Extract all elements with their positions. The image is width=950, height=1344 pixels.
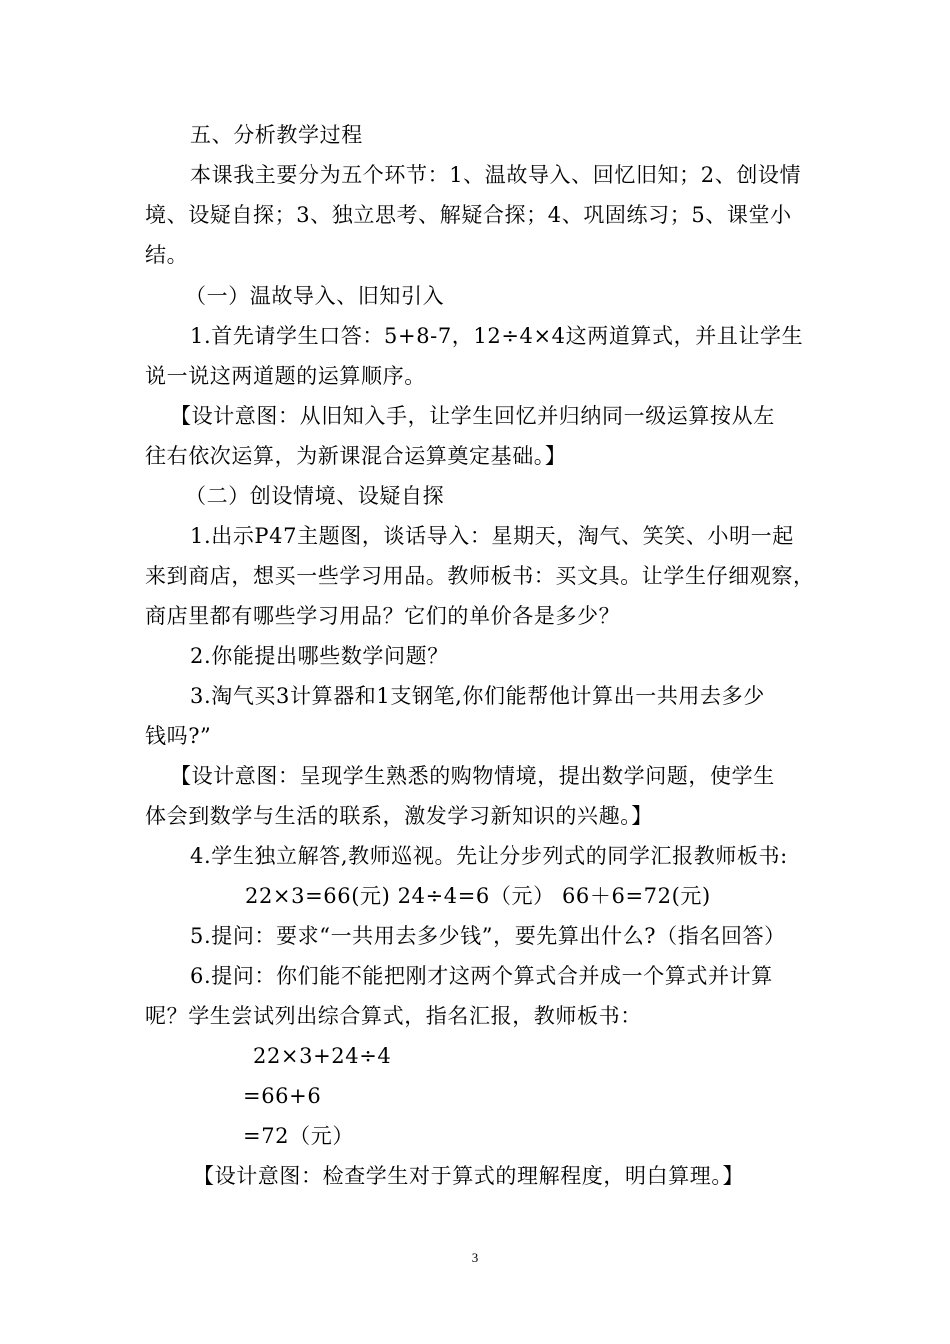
text-line: 1.首先请学生口答：5+8-7，12÷4×4这两道算式，并且让学生	[190, 324, 804, 348]
design-intent-line: 往右依次运算，为新课混合运算奠定基础。】	[145, 444, 567, 468]
formula-line: =72（元）	[243, 1124, 354, 1148]
design-intent-line: 【设计意图：检查学生对于算式的理解程度，明白算理。】	[193, 1164, 745, 1188]
text-line: 4.学生独立解答,教师巡视。先让分步列式的同学汇报教师板书:	[190, 844, 788, 868]
formula-line: 22×3+24÷4	[253, 1044, 392, 1068]
text-line: 商店里都有哪些学习用品？它们的单价各是多少？	[145, 604, 621, 628]
text-line: 5.提问：要求“一共用去多少钱”，要先算出什么?（指名回答）	[190, 924, 786, 948]
formula-line: 22×3=66(元) 24÷4=6（元） 66＋6=72(元)	[245, 884, 711, 908]
text-line: 钱吗?”	[145, 724, 212, 748]
subsection-heading: （二）创设情境、设疑自探	[185, 484, 445, 508]
design-intent-line: 【设计意图：从旧知入手，让学生回忆并归纳同一级运算按从左	[170, 404, 775, 428]
text-line: 本课我主要分为五个环节：1、温故导入、回忆旧知；2、创设情	[190, 163, 802, 187]
text-line: 说一说这两道题的运算顺序。	[145, 364, 426, 388]
section-heading: 五、分析教学过程	[190, 123, 363, 147]
text-line: 2.你能提出哪些数学问题？	[190, 644, 449, 668]
formula-line: =66+6	[243, 1084, 322, 1108]
text-line: 结。	[145, 243, 189, 267]
text-line: 境、设疑自探；3、独立思考、解疑合探；4、巩固练习；5、课堂小	[145, 203, 792, 227]
design-intent-line: 【设计意图：呈现学生熟悉的购物情境，提出数学问题，使学生	[170, 764, 775, 788]
text-line: 1.出示P47主题图，谈话导入：星期天，淘气、笑笑、小明一起	[190, 524, 794, 548]
text-line: 3.淘气买3计算器和1支钢笔,你们能帮他计算出一共用去多少	[190, 684, 765, 708]
text-line: 来到商店，想买一些学习用品。教师板书：买文具。让学生仔细观察，	[145, 564, 815, 588]
page-number: 3	[471, 1250, 479, 1265]
text-line: 6.提问：你们能不能把刚才这两个算式合并成一个算式并计算	[190, 964, 773, 988]
subsection-heading: （一）温故导入、旧知引入	[185, 284, 445, 308]
design-intent-line: 体会到数学与生活的联系，激发学习新知识的兴趣。】	[145, 804, 653, 828]
text-line: 呢？学生尝试列出综合算式，指名汇报，教师板书：	[145, 1004, 642, 1028]
